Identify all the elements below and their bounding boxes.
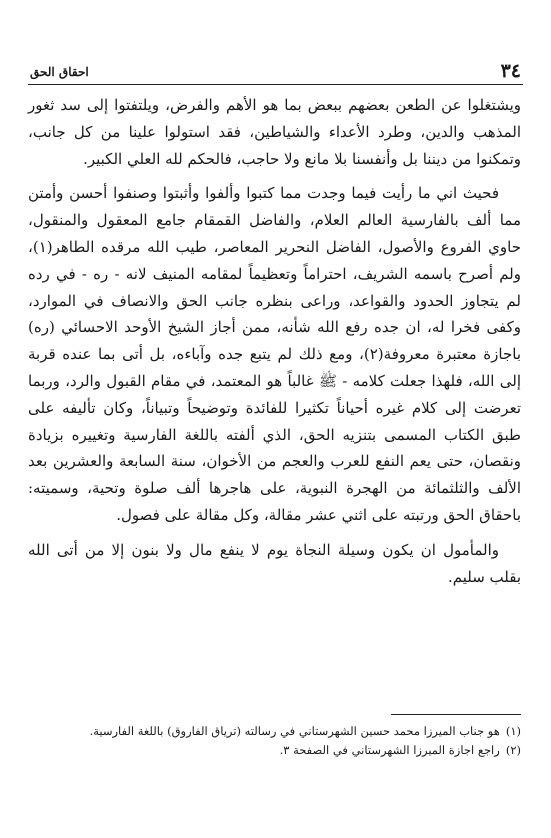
paragraph-3: والمأمول ان يكون وسيلة النجاة يوم لا ينفع مال ولا بنون إلا من أتى الله بقلب سليم. — [28, 540, 521, 586]
footnote-separator — [391, 714, 521, 715]
footnote-text: راجع اجازة الميرزا الشهرستاني في الصفحة ٣. — [279, 743, 500, 757]
footnote-1 — [28, 722, 521, 741]
footnote-2 — [28, 741, 521, 760]
footnote-mark: (١) — [505, 724, 521, 738]
footnotes — [28, 722, 521, 760]
page-header — [28, 60, 523, 85]
paragraph-2: فحيث اني ما رأيت فيما وجدت مما كتبوا وألفوا وأثبتوا وصنفوا أحسن وأمتن مما ألف بالفارسية العالم العلام، والفاضل القمقام جامع المعقول والمنقول، حاوي الفروع والأصول، الفاضل النحرير المعاصر، طيب الله مرقده الطاهر(١)، ولم أصرح باسمه الشريف، احتراماً وتعظيماً لمقامه المنيف لانه - ره - في رده لم يتجاوز الحدود والقواعد، وراعى بنظره جانب الحق والانصاف في الموارد، وكفى فخرا له، ان جده رفع الله شأنه، ممن أجاز الشيخ الأوحد الاحسائي (ره) باجازة معتبرة معروفة(٢)، ومع ذلك لم يتبع جده وآباءه، بل أتى بما عنده قربة إلى الله، فلهذا جعلت كلامه - ﷺ غالباً هو المعتمد، في مقام القبول والرد، وربما تعرضت إلى كلام غيره أحياناً تكثيرا للفائدة وتوضيحاً وتبياناً، وكان تأليفه على طبق الكتاب المسمى بتنزيه الحق، الذي ألفته باللغة الفارسية وتغييره بزيادة ونقصان، حتى يعم النفع للعرب والعجم من الأخوان، سنة السابعة والعشرين بعد الألف والثلثمائة من الهجرة النبوية، على هاجرها ألف صلوة وتحية، وسميته: باحقاق الحق ورتبته على اثني عشر مقالة، وكل مقالة على فصول. — [28, 184, 521, 524]
footnote-text: هو جناب الميرزا محمد حسين الشهرستاني في رسالته (ترياق الفاروق) باللغة الفارسية. — [89, 724, 500, 738]
running-title: احقاق الحق — [30, 65, 89, 79]
paragraph-1: ويشتغلوا عن الطعن بعضهم ببعض بما هو الأهم والفرض، ويلتفتوا إلى سد ثغور المذهب والدين، وطرد الأعداء والشياطين، فقد استولوا علينا من كل جانب، وتمكنوا من ديننا بل وأنفسنا بلا مانع ولا حاجب، فالحكم لله العلي الكبير. — [28, 96, 521, 168]
body-text — [28, 92, 521, 598]
page-number: ٣٤ — [500, 60, 521, 82]
footnote-mark: (٢) — [505, 743, 521, 757]
